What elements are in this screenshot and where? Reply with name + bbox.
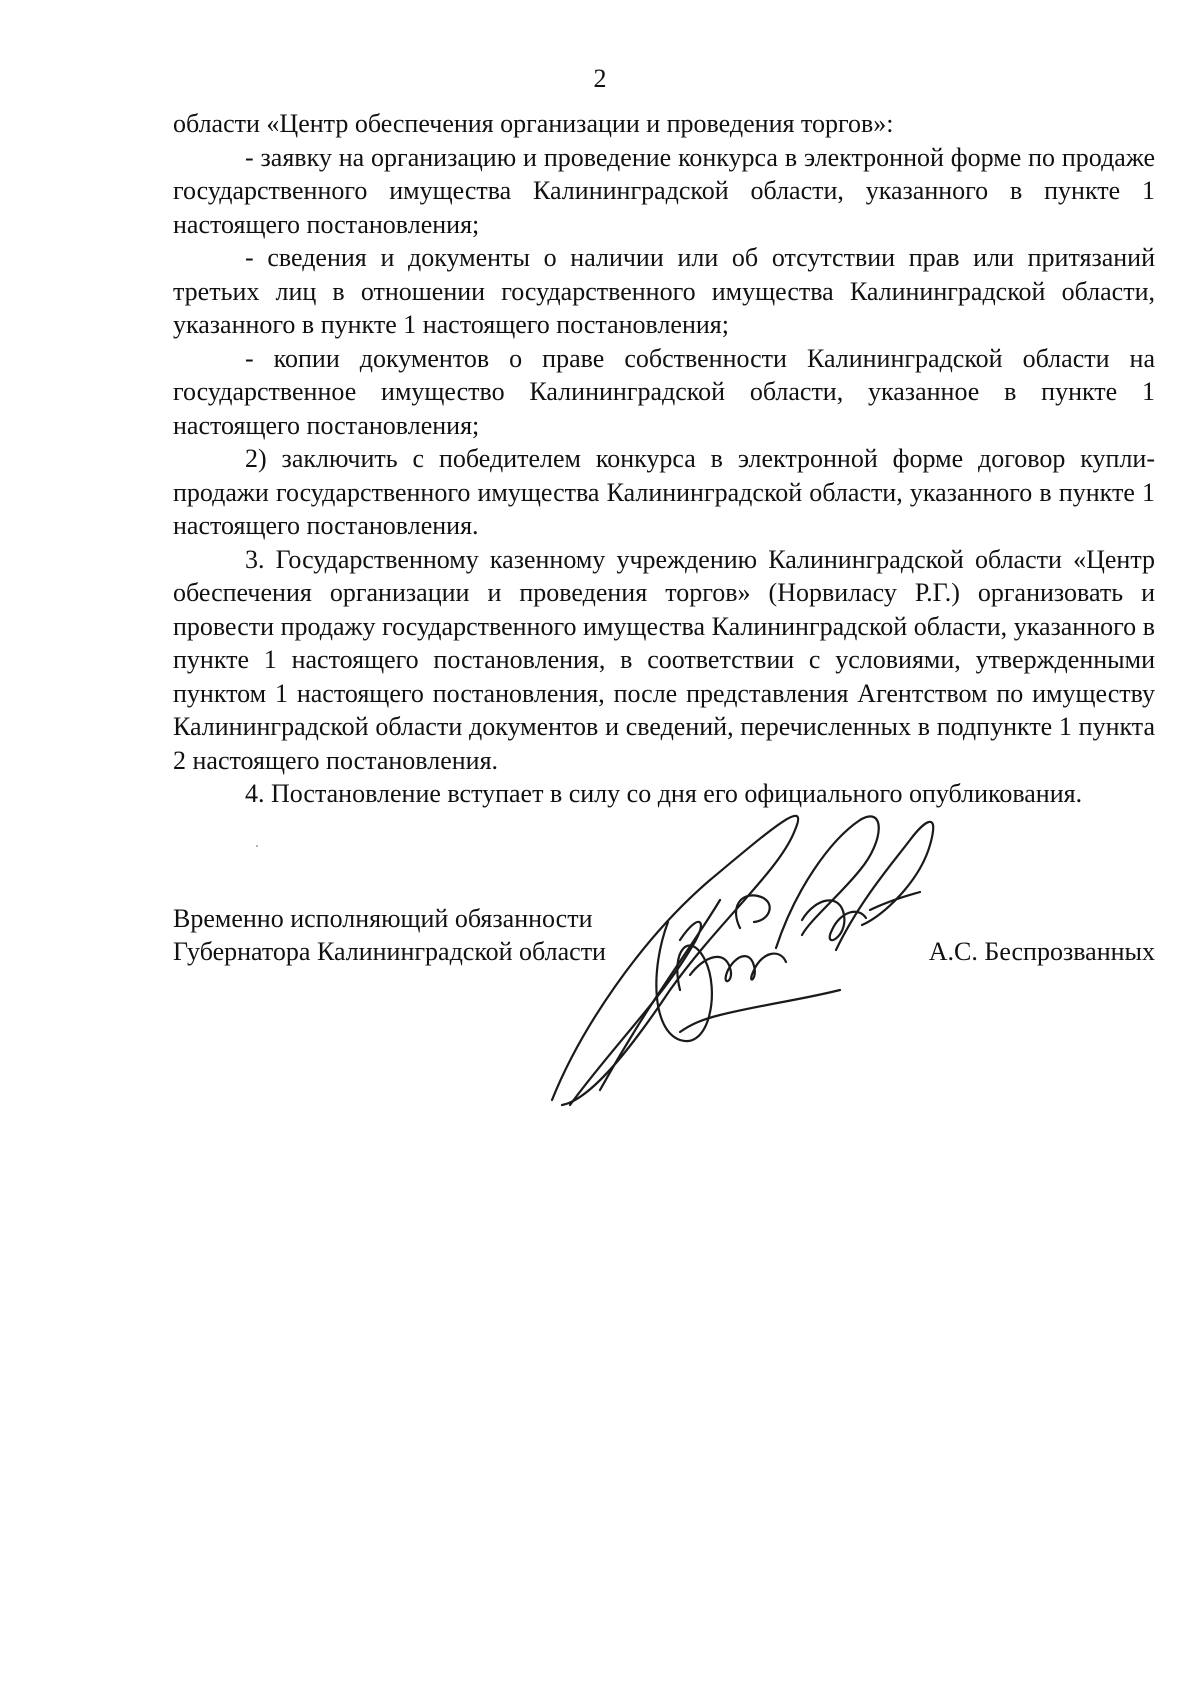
paragraph-item-ownership-copies: - копии документов о праве собственности Калининградской области на государственное имущество Калининградской области, указанное в пункте 1 настоящего постановления;	[173, 343, 1155, 440]
signatory-position-line1: Временно исполняющий обязанности	[173, 904, 593, 933]
paragraph-item-third-party-rights: - сведения и документы о наличии или об отсутствии прав или притязаний третьих лиц в отношении государственного имущества Калининградской области, указанного в пункте 1 настоящего постановления;	[173, 243, 1155, 339]
paragraph-item-application: - заявку на организацию и проведение конкурса в электронной форме по продаже государственного имущества Калининградской области, указанного в пункте 1 настоящего постановления;	[173, 142, 1155, 239]
handwritten-signature-icon	[540, 800, 1020, 1120]
paragraph-continuation: области «Центр обеспечения организации и проведения торгов»:	[173, 109, 894, 138]
paragraph-subpoint-2: 2) заключить с победителем конкурса в электронной форме договор купли-продажи государственного имущества Калининградской области, указанного в пункте 1 настоящего постановления.	[173, 444, 1155, 540]
paragraph-point-3: 3. Государственному казенному учреждению Калининградской области «Центр обеспечения организации и проведения торгов» (Норвиласу Р.Г.) организовать и провести продажу государственного имущества Калининградской области, указанного в пункте 1 настоящего постановления, в соответствии с условиями, утвержденными пунктом 1 настоящего постановления, после представления Агентством по имуществу Калининградской области документов и сведений, перечисленных в подпункте 1 пункта 2 настоящего постановления.	[173, 544, 1155, 775]
signatory-position-line2: Губернатора Калининградской области	[173, 937, 606, 966]
paragraph-point-4: 4. Постановление вступает в силу со дня его официального опубликования.	[245, 779, 1083, 808]
signatory-name: А.С. Беспрозванных	[928, 937, 1155, 966]
scan-speck	[256, 845, 258, 847]
page-number: 2	[593, 64, 607, 93]
body-text	[173, 107, 1155, 811]
